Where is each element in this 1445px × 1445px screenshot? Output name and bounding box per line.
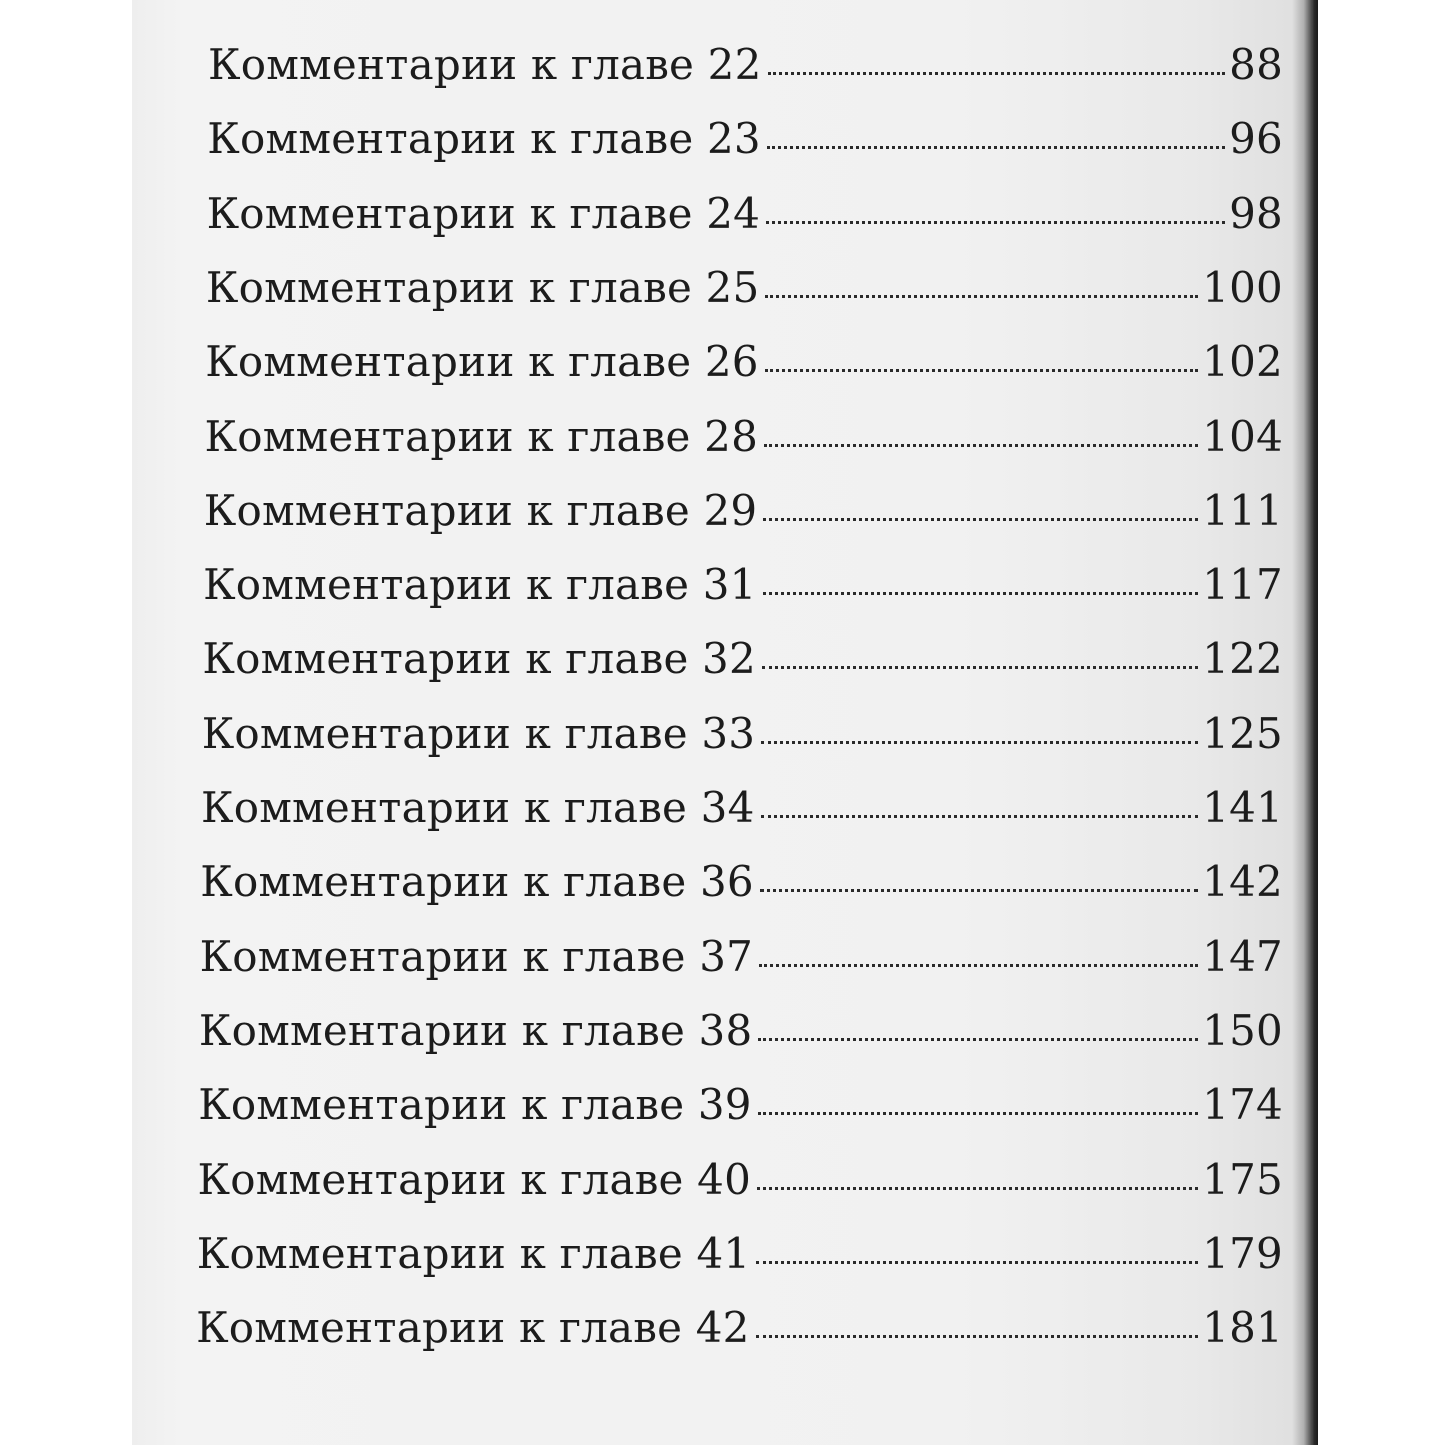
toc-entry-title: Комментарии к главе 32 [202, 634, 756, 684]
toc-entry-page-number: 102 [1202, 337, 1283, 387]
toc-entry-title: Комментарии к главе 33 [201, 708, 756, 758]
toc-entry [204, 486, 1283, 560]
dot-leader [766, 221, 1225, 224]
toc-entry-page-number: 88 [1229, 40, 1283, 89]
toc-entry [197, 1229, 1283, 1303]
toc-entry-title: Комментарии к главе 28 [204, 411, 758, 461]
toc-entry-title: Комментарии к главе 25 [205, 262, 760, 312]
toc-entry-title: Комментарии к главе 37 [199, 931, 754, 981]
toc-entry [200, 857, 1283, 931]
dot-leader [765, 369, 1199, 372]
toc-entry [200, 932, 1283, 1006]
toc-entry [207, 189, 1283, 263]
dot-leader [768, 72, 1226, 75]
toc-entry-page-number: 125 [1202, 708, 1283, 758]
dot-leader [756, 1261, 1198, 1264]
dot-leader [761, 815, 1199, 818]
toc-entry-page-number: 96 [1229, 114, 1283, 164]
toc-entry-page-number: 174 [1202, 1080, 1283, 1130]
toc-entry-page-number: 150 [1202, 1005, 1283, 1055]
dot-leader [756, 1335, 1199, 1338]
toc-entry-title: Комментарии к главе 41 [196, 1228, 751, 1278]
toc-entry [202, 709, 1283, 783]
dot-leader [767, 146, 1225, 149]
toc-entry-page-number: 142 [1202, 857, 1283, 907]
toc-entry [205, 337, 1283, 411]
toc-entry-title: Комментарии к главе 26 [205, 337, 759, 387]
toc-entry-page-number: 104 [1202, 411, 1283, 461]
toc-entry [206, 263, 1283, 337]
dot-leader [762, 666, 1198, 669]
toc-entry-page-number: 117 [1202, 560, 1283, 610]
toc-entry-title: Комментарии к главе 34 [201, 783, 755, 832]
toc-entry-page-number: 98 [1229, 188, 1283, 238]
dot-leader [763, 518, 1198, 521]
toc-entry [196, 1303, 1283, 1377]
toc-entry-page-number: 147 [1202, 931, 1283, 981]
toc-entry-page-number: 111 [1202, 485, 1283, 535]
toc-entry-page-number: 100 [1202, 262, 1283, 312]
toc-entry-page-number: 175 [1202, 1154, 1283, 1204]
toc-entry [203, 560, 1283, 634]
dot-leader [758, 1112, 1199, 1115]
dot-leader [764, 444, 1198, 447]
dot-leader [757, 1187, 1198, 1190]
dot-leader [758, 1038, 1198, 1041]
toc-entry [199, 1006, 1283, 1080]
toc-entry [202, 634, 1283, 708]
toc-entry-title: Комментарии к главе 22 [208, 40, 762, 89]
dot-leader [760, 889, 1198, 892]
toc-entry-title: Комментарии к главе 31 [203, 560, 757, 610]
toc-entry-title: Комментарии к главе 29 [203, 485, 758, 535]
toc-entry [205, 412, 1284, 486]
toc-entry-title: Комментарии к главе 42 [196, 1303, 750, 1353]
dot-leader [759, 964, 1198, 967]
dot-leader [763, 592, 1199, 595]
toc-entry-title: Комментарии к главе 39 [198, 1080, 752, 1130]
toc-entry-title: Комментарии к главе 36 [200, 857, 754, 907]
toc-entry-title: Комментарии к главе 23 [207, 114, 761, 164]
toc-entry [198, 1080, 1283, 1154]
toc-entry-page-number: 181 [1202, 1303, 1283, 1353]
toc-entry-page-number: 179 [1202, 1228, 1283, 1278]
toc-entry [208, 40, 1283, 114]
toc-entry-page-number: 122 [1202, 634, 1283, 684]
toc-entry-title: Комментарии к главе 38 [198, 1005, 753, 1055]
toc-entry [207, 114, 1283, 188]
toc-entry [201, 783, 1283, 857]
toc-entry-page-number: 141 [1202, 783, 1283, 832]
dot-leader [765, 295, 1198, 298]
toc-entry-title: Комментарии к главе 40 [197, 1154, 751, 1204]
toc-entry-title: Комментарии к главе 24 [206, 188, 761, 238]
toc-entry [198, 1155, 1284, 1229]
dot-leader [761, 741, 1198, 744]
